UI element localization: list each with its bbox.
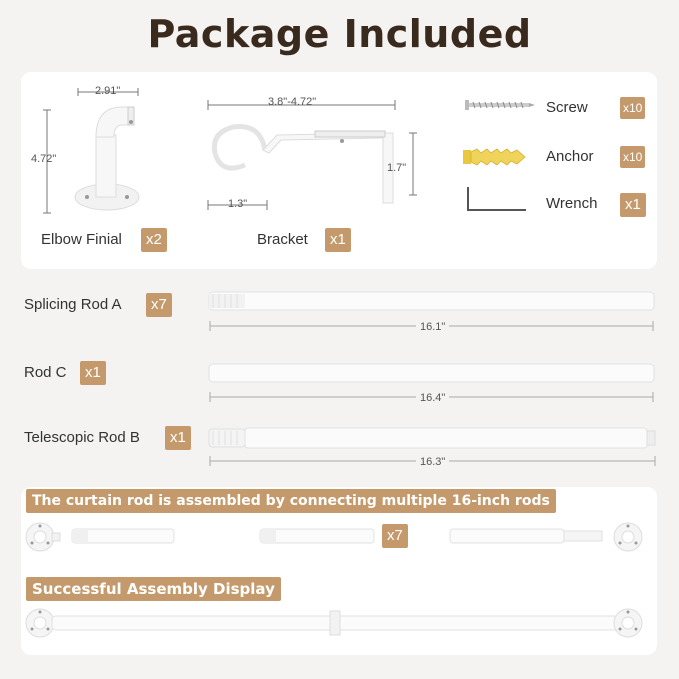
rod-c-qty-badge: x1 <box>80 361 106 385</box>
bracket-image <box>205 95 420 210</box>
assembly-banner: The curtain rod is assembled by connecting multiple 16-inch rods <box>26 489 556 513</box>
elbow-finial-image <box>40 85 160 220</box>
rod-b-image <box>209 428 656 450</box>
rod-c-image <box>209 364 654 384</box>
page-title: Package Included <box>147 12 532 56</box>
screw-label: Screw <box>546 99 588 116</box>
rod-a-qty-badge: x7 <box>146 293 172 317</box>
wrench-label: Wrench <box>546 195 598 212</box>
elbow-qty-badge: x2 <box>141 228 167 252</box>
bracket-label: Bracket <box>257 231 308 248</box>
rod-c-length: 16.4" <box>416 392 449 404</box>
anchor-qty-badge: x10 <box>620 146 645 168</box>
wrench-icon <box>466 187 528 213</box>
rod-a-image <box>209 292 654 312</box>
assembly-parts-image <box>24 515 654 561</box>
assembly-qty-badge: x7 <box>382 524 408 548</box>
elbow-width-dim: 2.91" <box>95 85 121 97</box>
screw-qty-badge: x10 <box>620 97 645 119</box>
bracket-qty-badge: x1 <box>325 228 351 252</box>
bracket-width-dim: 3.8"-4.72" <box>268 96 317 108</box>
rod-a-length: 16.1" <box>416 321 449 333</box>
rod-b-qty-badge: x1 <box>165 426 191 450</box>
screw-icon <box>465 99 535 111</box>
rod-b-label: Telescopic Rod B <box>24 429 140 446</box>
rod-c-label: Rod C <box>24 364 67 381</box>
rod-a-label: Splicing Rod A <box>24 296 122 313</box>
assembled-rod-image <box>24 603 654 643</box>
elbow-height-dim: 4.72" <box>31 153 57 165</box>
bracket-height-dim: 1.7" <box>387 162 407 174</box>
rod-b-length: 16.3" <box>416 456 449 468</box>
display-banner: Successful Assembly Display <box>26 577 281 601</box>
elbow-finial-label: Elbow Finial <box>41 231 122 248</box>
wrench-qty-badge: x1 <box>620 193 646 217</box>
anchor-icon <box>463 147 527 167</box>
bracket-depth-dim: 1.3" <box>228 198 248 210</box>
anchor-label: Anchor <box>546 148 594 165</box>
